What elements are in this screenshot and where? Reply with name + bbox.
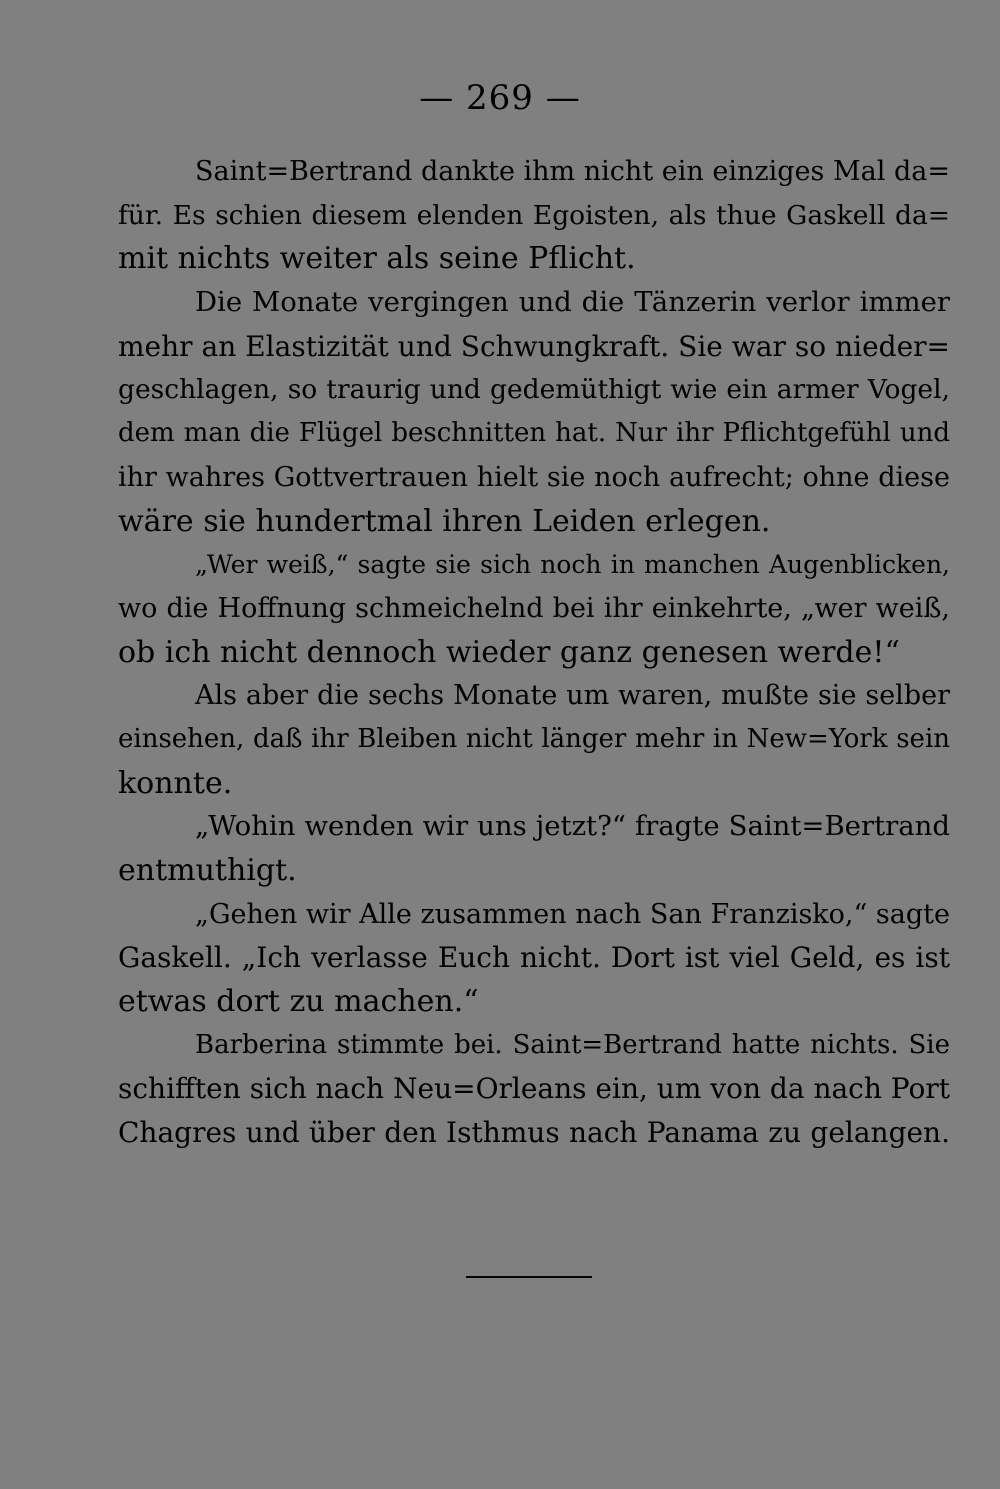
text-line: wäre sie hundertmal ihren Leiden erlegen. xyxy=(118,503,771,539)
text-line: ob ich nicht dennoch wieder ganz genesen werde!“ xyxy=(118,634,900,670)
text-line: für. Es schien diesem elenden Egoisten, als thue Gaskell da= xyxy=(118,199,950,231)
text-line: Barberina stimmte bei. Saint=Bertrand hatte nichts. Sie xyxy=(195,1029,950,1060)
text-line: „Wohin wenden wir uns jetzt?“ fragte Saint=Bertrand xyxy=(195,810,950,843)
text-line: Gaskell. „Ich verlasse Euch nicht. Dort ist viel Geld, es ist xyxy=(118,941,950,975)
text-line: etwas dort zu machen.“ xyxy=(118,984,479,1020)
end-rule xyxy=(466,1276,592,1278)
text-line: schifften sich nach Neu=Orleans ein, um von da nach Port xyxy=(118,1072,950,1106)
page-text xyxy=(118,150,950,1155)
text-line: entmuthigt. xyxy=(118,853,297,888)
text-line: Als aber die sechs Monate um waren, mußte sie selber xyxy=(195,680,950,712)
text-line: „Gehen wir Alle zusammen nach San Franzisko,“ sagte xyxy=(195,898,950,930)
page-number: — 269 — xyxy=(419,78,581,118)
text-line: Saint=Bertrand dankte ihm nicht ein einziges Mal da= xyxy=(195,156,950,187)
text-line: ihr wahres Gottvertrauen hielt sie noch aufrecht; ohne diese xyxy=(118,461,950,493)
text-line: Chagres und über den Isthmus nach Panama zu gelangen. xyxy=(118,1116,950,1150)
text-line: konnte. xyxy=(118,765,233,801)
text-line: wo die Hoffnung schmeichelnd bei ihr einkehrte, „wer weiß, xyxy=(118,592,950,624)
text-line: dem man die Flügel beschnitten hat. Nur ihr Pflichtgefühl und xyxy=(118,418,950,449)
text-line: einsehen, daß ihr Bleiben nicht länger mehr in New=York sein xyxy=(118,723,950,754)
text-line: mit nichts weiter als seine Pflicht. xyxy=(118,241,636,277)
text-line: Die Monate vergingen und die Tänzerin verlor immer xyxy=(195,286,950,319)
text-line: geschlagen, so traurig und gedemüthigt wie ein armer Vogel, xyxy=(118,374,950,406)
text-line: „Wer weiß,“ sagte sie sich noch in manchen Augenblicken, xyxy=(195,550,950,580)
text-line: mehr an Elastizität und Schwungkraft. Sie war so nieder= xyxy=(118,329,950,363)
